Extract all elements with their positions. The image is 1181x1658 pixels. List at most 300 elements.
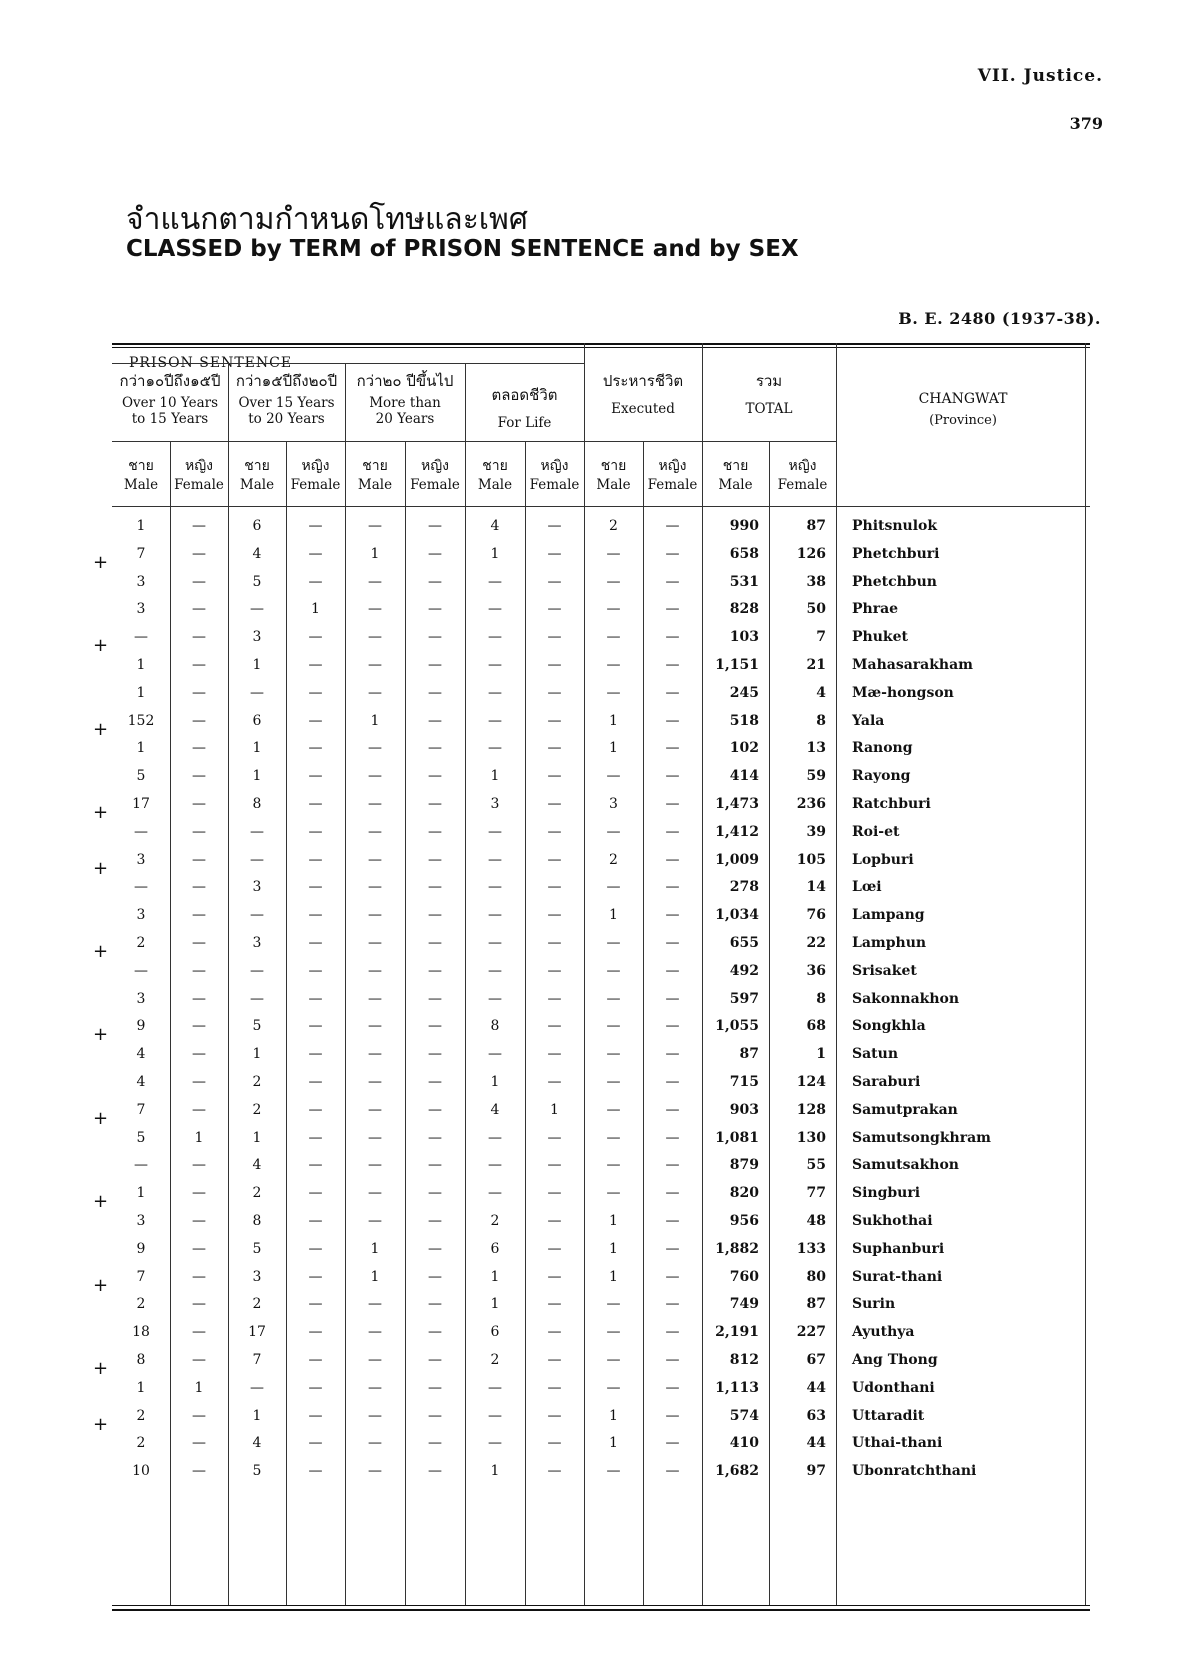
table-cell: — <box>606 990 621 1007</box>
table-cell: — <box>606 545 621 562</box>
table-cell: — <box>606 1379 621 1396</box>
table-cell: 4 <box>136 1046 146 1063</box>
group-label-thai: ประหารชีวิต <box>602 372 684 390</box>
province-name: Rayong <box>852 768 911 785</box>
table-cell: — <box>428 518 442 534</box>
rule-sex-row <box>112 441 836 442</box>
table-cell: — <box>428 684 442 701</box>
total-cell: 55 <box>806 1157 826 1174</box>
total-cell: 21 <box>806 657 826 673</box>
table-cell: — <box>547 518 562 534</box>
total-cell: 48 <box>806 1213 826 1229</box>
table-cell: — <box>665 1129 680 1146</box>
province-name: Lopburi <box>852 851 914 868</box>
total-cell: 128 <box>796 1101 826 1118</box>
table-cell: — <box>192 1213 206 1229</box>
table-cell: — <box>368 1213 382 1229</box>
table-cell: 6 <box>490 1240 500 1257</box>
group-label-thai: กว่า๒๐ ปีขึ้นไป <box>356 372 454 390</box>
total-cell: 2,191 <box>715 1324 759 1341</box>
table-cell: 1 <box>609 712 618 729</box>
table-cell: 2 <box>609 518 618 534</box>
table-cell: 7 <box>136 1101 146 1118</box>
total-cell: 597 <box>729 990 759 1007</box>
table-cell: 1 <box>252 768 262 785</box>
table-cell: — <box>368 1129 382 1146</box>
table-cell: — <box>428 740 442 757</box>
table-cell: — <box>428 1157 442 1174</box>
table-cell: 2 <box>252 1101 262 1118</box>
total-cell: 8 <box>816 990 826 1007</box>
table-cell: 2 <box>490 1213 500 1229</box>
table-cell: — <box>192 1352 206 1368</box>
province-name: Samutprakan <box>852 1101 958 1118</box>
total-cell: 50 <box>806 601 826 618</box>
table-cell: — <box>488 657 502 673</box>
changwat-label: CHANGWAT <box>918 391 1008 407</box>
table-cell: 3 <box>252 935 262 951</box>
table-cell: — <box>547 601 562 618</box>
table-cell: 3 <box>252 629 262 646</box>
table-cell: 5 <box>252 1463 262 1480</box>
total-cell: 126 <box>796 545 826 562</box>
table-cell: 4 <box>252 1435 262 1452</box>
table-cell: 2 <box>136 935 146 951</box>
table-bottom-rule <box>112 1609 1090 1611</box>
table-cell: — <box>665 601 680 618</box>
total-cell: 1,009 <box>715 851 759 868</box>
table-cell: — <box>665 1185 680 1202</box>
table-cell: — <box>488 684 502 701</box>
table-cell: — <box>428 545 442 562</box>
province-name: Lampang <box>852 907 925 924</box>
total-cell: 36 <box>806 962 826 979</box>
table-cell: 4 <box>136 1074 146 1090</box>
table-cell: 6 <box>490 1324 500 1341</box>
province-name: Udonthani <box>852 1379 935 1396</box>
table-cell: 7 <box>252 1352 262 1368</box>
plus-mark: + <box>93 1024 109 1046</box>
table-cell: — <box>308 684 323 701</box>
table-cell: — <box>665 518 680 534</box>
column-rule <box>836 343 837 1605</box>
table-cell: — <box>606 684 621 701</box>
table-cell: — <box>547 796 562 812</box>
province-name: Singburi <box>852 1185 921 1202</box>
year-label: B. E. 2480 (1937-38). <box>898 309 1101 328</box>
table-cell: — <box>368 768 382 785</box>
total-cell: 820 <box>729 1185 759 1202</box>
total-cell: 68 <box>806 1018 826 1035</box>
table-cell: — <box>547 740 562 757</box>
table-cell: — <box>488 712 502 729</box>
male-header <box>345 455 405 493</box>
table-cell: — <box>606 879 621 896</box>
changwat-header <box>836 391 1090 429</box>
table-cell: — <box>250 684 264 701</box>
table-cell: — <box>192 935 206 951</box>
table-cell: — <box>308 768 323 785</box>
table-cell: — <box>368 1157 382 1174</box>
total-cell: 8 <box>816 712 826 729</box>
table-cell: — <box>192 518 206 534</box>
total-cell: 1,473 <box>715 796 759 812</box>
male-header <box>702 455 769 493</box>
table-cell: — <box>428 851 442 868</box>
table-cell: 7 <box>136 1268 146 1285</box>
total-cell: 63 <box>806 1407 826 1424</box>
group-label-english-2: to 20 Years <box>248 411 325 427</box>
table-cell: — <box>368 1324 382 1341</box>
table-cell: — <box>368 962 382 979</box>
table-cell: — <box>192 1074 206 1090</box>
table-cell: 1 <box>136 1379 146 1396</box>
table-cell: 17 <box>132 796 150 812</box>
table-cell: — <box>428 1185 442 1202</box>
table-cell: — <box>368 629 382 646</box>
group-label-english: For Life <box>497 415 552 431</box>
table-cell: 8 <box>136 1352 146 1368</box>
province-name: Lamphun <box>852 935 927 951</box>
table-cell: — <box>308 990 323 1007</box>
table-cell: — <box>428 1129 442 1146</box>
province-name: Surin <box>852 1296 896 1313</box>
group-header <box>345 369 465 427</box>
title-english: CLASSED by TERM of PRISON SENTENCE and by SEX <box>126 236 799 262</box>
group-header <box>702 369 836 417</box>
table-cell: — <box>428 768 442 785</box>
table-cell: — <box>606 962 621 979</box>
table-cell: 4 <box>252 545 262 562</box>
table-cell: — <box>250 601 264 618</box>
table-cell: — <box>665 712 680 729</box>
total-cell: 574 <box>729 1407 759 1424</box>
group-header <box>112 369 228 427</box>
table-cell: — <box>606 657 621 673</box>
province-name: Saraburi <box>852 1074 921 1090</box>
total-cell: 956 <box>729 1213 759 1229</box>
total-cell: 1 <box>816 1046 826 1063</box>
total-cell: 102 <box>729 740 759 757</box>
sex-label-thai: หญิง <box>301 458 330 474</box>
province-name: Phetchbun <box>852 573 937 590</box>
prison-sentence-header: PRISON SENTENCE <box>129 355 293 371</box>
table-cell: — <box>665 1407 680 1424</box>
table-cell: — <box>368 1463 382 1480</box>
total-cell: 531 <box>729 573 759 590</box>
table-cell: — <box>134 823 148 840</box>
total-cell: 903 <box>729 1101 759 1118</box>
table-cell: — <box>250 1379 264 1396</box>
table-cell: — <box>308 1268 323 1285</box>
female-header <box>405 455 465 493</box>
table-cell: — <box>665 1046 680 1063</box>
table-cell: 1 <box>490 1296 500 1313</box>
table-cell: — <box>428 1296 442 1313</box>
table-cell: — <box>368 573 382 590</box>
group-label-thai: รวม <box>755 372 783 390</box>
table-cell: — <box>368 518 382 534</box>
table-cell: 1 <box>252 1046 262 1063</box>
table-cell: — <box>192 907 206 924</box>
table-cell: 5 <box>252 573 262 590</box>
table-cell: — <box>428 1018 442 1035</box>
table-cell: — <box>665 1352 680 1368</box>
table-cell: 3 <box>136 573 146 590</box>
table-cell: 9 <box>136 1018 146 1035</box>
table-cell: 1 <box>609 1268 618 1285</box>
province-name: Suphanburi <box>852 1240 945 1257</box>
table-cell: 4 <box>490 518 500 534</box>
table-cell: — <box>606 573 621 590</box>
table-cell: 3 <box>609 796 618 812</box>
table-cell: — <box>134 1157 148 1174</box>
table-cell: — <box>192 657 206 673</box>
table-cell: — <box>547 1268 562 1285</box>
table-cell: — <box>308 796 323 812</box>
table-cell: — <box>547 573 562 590</box>
table-cell: 9 <box>136 1240 146 1257</box>
table-cell: — <box>428 601 442 618</box>
table-cell: — <box>308 935 323 951</box>
total-cell: 879 <box>729 1157 759 1174</box>
table-cell: — <box>665 1018 680 1035</box>
table-cell: — <box>547 768 562 785</box>
table-cell: — <box>308 1379 323 1396</box>
total-cell: 76 <box>806 907 826 924</box>
table-cell: — <box>488 601 502 618</box>
table-cell: — <box>368 879 382 896</box>
table-cell: — <box>606 1129 621 1146</box>
table-cell: — <box>428 823 442 840</box>
table-cell: — <box>192 629 206 646</box>
province-name: Satun <box>852 1046 899 1063</box>
table-cell: — <box>606 1157 621 1174</box>
total-cell: 414 <box>729 768 759 785</box>
table-cell: — <box>428 1074 442 1090</box>
total-cell: 87 <box>739 1046 759 1063</box>
plus-mark: + <box>93 1107 109 1129</box>
section-header: VII. Justice. <box>977 66 1103 86</box>
sex-label-english: Male <box>477 477 513 493</box>
province-name: Mahasarakham <box>852 657 973 673</box>
table-cell: — <box>428 907 442 924</box>
sex-label-thai: ชาย <box>362 458 388 474</box>
table-cell: — <box>192 1240 206 1257</box>
total-cell: 749 <box>729 1296 759 1313</box>
table-cell: — <box>547 712 562 729</box>
table-cell: — <box>192 768 206 785</box>
table-cell: — <box>547 629 562 646</box>
table-cell: — <box>488 740 502 757</box>
table-cell: — <box>368 601 382 618</box>
province-name: Samutsakhon <box>852 1157 959 1174</box>
table-cell: — <box>547 907 562 924</box>
total-cell: 1,151 <box>715 657 759 673</box>
table-cell: — <box>308 740 323 757</box>
table-cell: — <box>368 1407 382 1424</box>
table-cell: — <box>547 1463 562 1480</box>
table-cell: — <box>665 740 680 757</box>
table-cell: — <box>428 712 442 729</box>
total-cell: 812 <box>729 1352 759 1368</box>
table-cell: 1 <box>609 1213 618 1229</box>
female-header <box>170 455 228 493</box>
table-cell: — <box>665 1435 680 1452</box>
table-cell: 2 <box>609 851 618 868</box>
table-cell: — <box>368 1101 382 1118</box>
table-cell: — <box>192 851 206 868</box>
table-cell: — <box>665 1268 680 1285</box>
table-cell: — <box>488 1157 502 1174</box>
table-cell: 1 <box>370 1268 380 1285</box>
table-cell: — <box>547 851 562 868</box>
table-cell: — <box>428 1435 442 1452</box>
total-cell: 518 <box>729 712 759 729</box>
total-cell: 236 <box>796 796 826 812</box>
table-cell: — <box>488 823 502 840</box>
table-cell: — <box>250 990 264 1007</box>
table-cell: 8 <box>252 796 262 812</box>
table-cell: — <box>665 573 680 590</box>
table-cell: 5 <box>136 768 146 785</box>
table-cell: 3 <box>252 1268 262 1285</box>
table-cell: 1 <box>252 1407 262 1424</box>
table-cell: — <box>192 712 206 729</box>
table-cell: — <box>428 657 442 673</box>
table-cell: 2 <box>252 1185 262 1202</box>
table-cell: — <box>192 684 206 701</box>
total-cell: 67 <box>806 1352 826 1368</box>
plus-mark: + <box>93 718 109 740</box>
plus-mark: + <box>93 1191 109 1213</box>
plus-mark: + <box>93 551 109 573</box>
table-cell: — <box>428 796 442 812</box>
table-cell: — <box>368 1018 382 1035</box>
total-cell: 828 <box>729 601 759 618</box>
total-cell: 105 <box>796 851 826 868</box>
group-label-english-2: to 15 Years <box>131 411 209 427</box>
total-cell: 760 <box>729 1268 759 1285</box>
table-cell: — <box>368 796 382 812</box>
table-cell: — <box>308 657 323 673</box>
table-cell: — <box>428 1324 442 1341</box>
table-top-rule-inner <box>112 347 1090 348</box>
table-cell: — <box>308 1046 323 1063</box>
table-cell: — <box>665 768 680 785</box>
table-cell: 1 <box>490 1268 500 1285</box>
province-name: Surat-thani <box>852 1268 943 1285</box>
table-cell: — <box>547 1352 562 1368</box>
table-cell: — <box>547 1185 562 1202</box>
table-cell: 152 <box>127 712 155 729</box>
table-cell: — <box>665 1240 680 1257</box>
group-label-thai: กว่า๑๕ปีถึง๒๐ปี <box>235 372 338 390</box>
sex-label-english: Female <box>777 477 828 493</box>
table-cell: 3 <box>252 879 262 896</box>
table-cell: 4 <box>252 1157 262 1174</box>
page-number: 379 <box>1069 114 1103 133</box>
sex-label-english: Male <box>357 477 393 493</box>
table-cell: — <box>547 1129 562 1146</box>
table-cell: — <box>192 1296 206 1313</box>
total-cell: 715 <box>729 1074 759 1090</box>
table-cell: — <box>192 1435 206 1452</box>
table-cell: 2 <box>136 1296 146 1313</box>
group-label-thai: ตลอดชีวิต <box>491 386 558 404</box>
total-cell: 658 <box>729 545 759 562</box>
table-cell: — <box>192 1324 206 1341</box>
table-cell: — <box>665 1101 680 1118</box>
province-name: Ranong <box>852 740 913 757</box>
plus-mark: + <box>93 1358 109 1379</box>
province-name: Phuket <box>852 629 908 646</box>
table-cell: — <box>192 545 206 562</box>
sex-label-english: Female <box>290 477 341 493</box>
table-cell: 1 <box>370 545 380 562</box>
table-cell: — <box>547 1240 562 1257</box>
sex-label-thai: ชาย <box>482 458 508 474</box>
table-cell: — <box>308 1407 323 1424</box>
table-cell: — <box>428 1379 442 1396</box>
prison-sentence-table <box>112 343 1090 1610</box>
table-cell: — <box>308 518 323 534</box>
table-cell: — <box>428 1407 442 1424</box>
table-cell: — <box>428 1240 442 1257</box>
table-cell: — <box>308 851 323 868</box>
total-cell: 1,682 <box>715 1463 759 1480</box>
province-name: Yala <box>852 712 885 729</box>
table-cell: — <box>428 573 442 590</box>
table-cell: — <box>308 1074 323 1090</box>
group-label-english-2: 20 Years <box>375 411 435 427</box>
rule-prison-sentence <box>112 363 584 364</box>
table-cell: — <box>606 1324 621 1341</box>
total-cell: 492 <box>729 962 759 979</box>
table-cell: — <box>308 879 323 896</box>
table-cell: — <box>308 1157 323 1174</box>
table-cell: — <box>547 657 562 673</box>
table-cell: — <box>428 935 442 951</box>
table-cell: — <box>606 601 621 618</box>
table-cell: — <box>547 1324 562 1341</box>
table-cell: — <box>308 629 323 646</box>
table-cell: — <box>488 935 502 951</box>
table-cell: 5 <box>252 1240 262 1257</box>
province-name: Songkhla <box>852 1018 926 1035</box>
table-cell: — <box>665 879 680 896</box>
table-cell: — <box>308 573 323 590</box>
table-cell: — <box>308 1240 323 1257</box>
total-cell: 59 <box>806 768 826 785</box>
province-name: Sukhothai <box>852 1213 933 1229</box>
province-name: Phitsnulok <box>852 518 938 534</box>
total-cell: 227 <box>796 1324 826 1341</box>
province-name: Sakonnakhon <box>852 990 960 1007</box>
table-cell: — <box>368 657 382 673</box>
table-cell: — <box>488 1407 502 1424</box>
table-cell: 8 <box>490 1018 500 1035</box>
province-name: Ang Thong <box>852 1352 938 1368</box>
table-cell: 1 <box>136 740 146 757</box>
table-cell: — <box>308 1018 323 1035</box>
table-cell: 5 <box>136 1129 146 1146</box>
total-cell: 14 <box>806 879 826 896</box>
table-cell: — <box>606 1185 621 1202</box>
table-cell: — <box>308 1296 323 1313</box>
group-label-english: Over 15 Years <box>238 395 335 411</box>
table-cell: — <box>488 990 502 1007</box>
